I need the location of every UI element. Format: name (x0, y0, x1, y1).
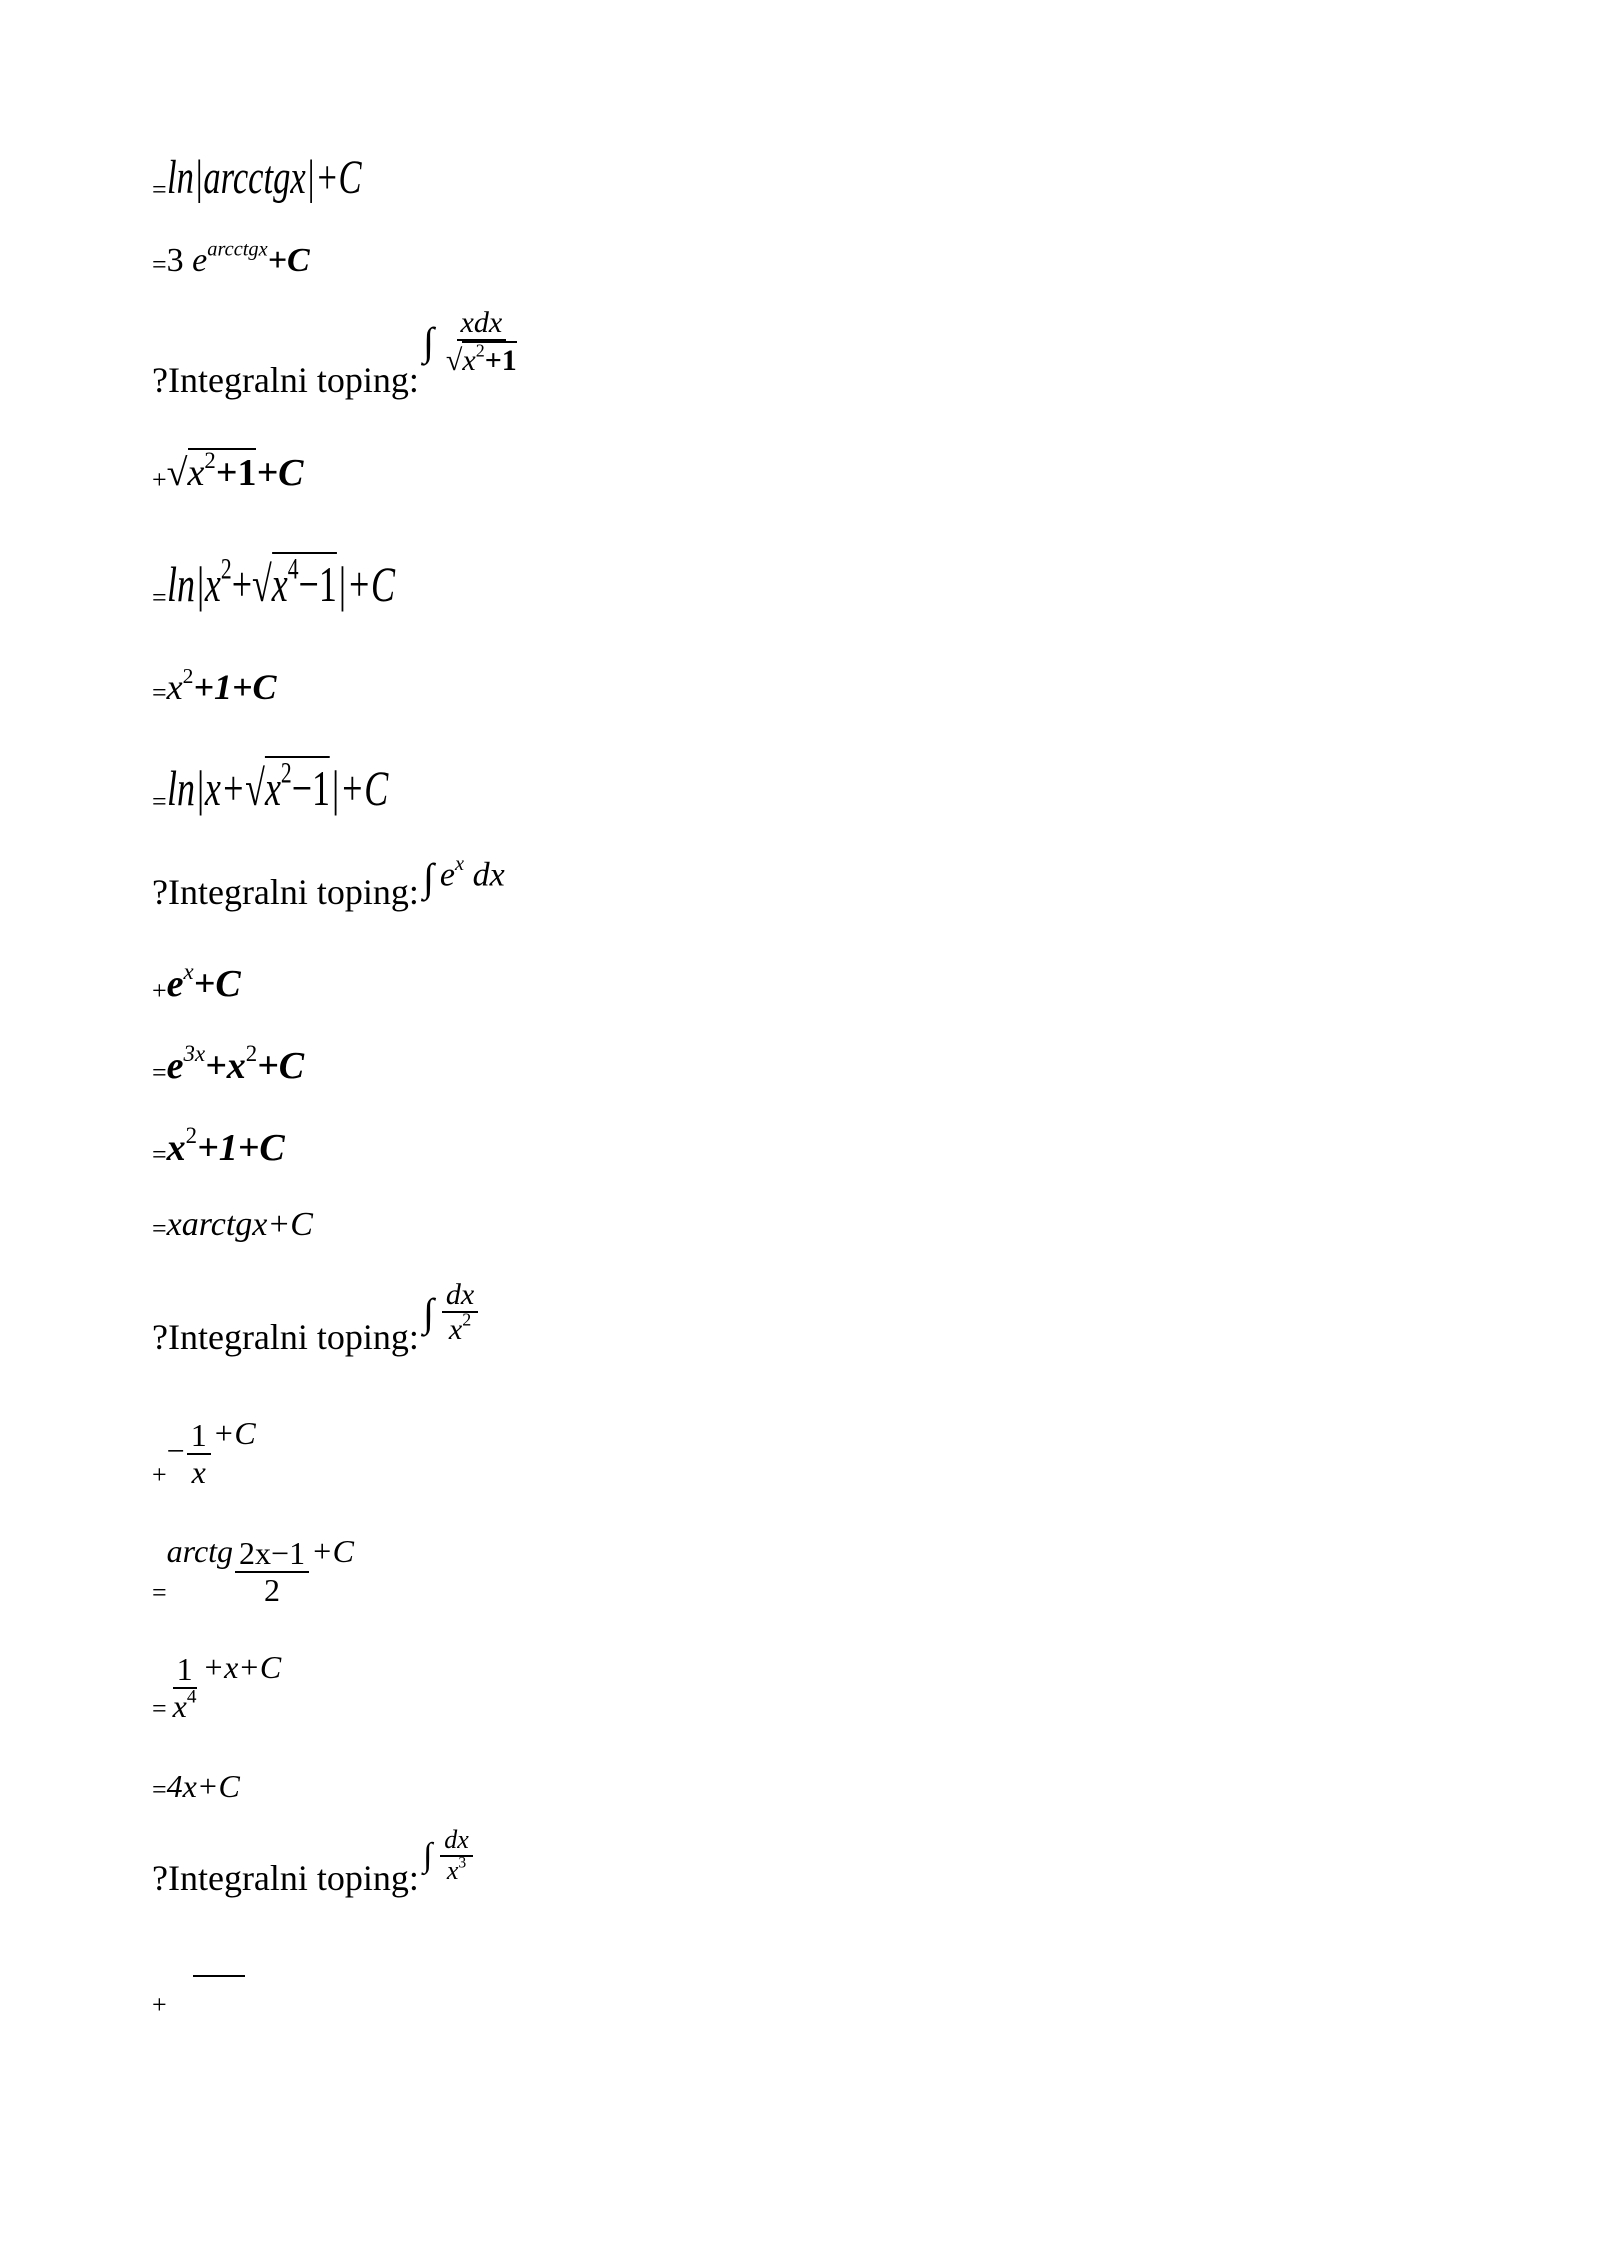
answer-option-ex (152, 958, 241, 1006)
option-mark: + (152, 465, 167, 494)
numerator: xdx (457, 306, 507, 341)
option-mark: = (152, 583, 167, 612)
question-label: ?Integralni toping: (152, 872, 419, 912)
exponent-2: 2 (245, 1040, 258, 1066)
tail: +1+C (193, 667, 277, 707)
radicand-tail: +1 (215, 452, 257, 494)
option-mark: = (152, 678, 167, 707)
denominator-tail: +1 (484, 344, 517, 377)
option-mark: = (152, 1694, 167, 1724)
denominator: x (191, 1454, 206, 1491)
plus: + (231, 556, 252, 612)
question-integral-dx-x3 (152, 1825, 475, 1899)
question-integral-exp (152, 853, 505, 913)
question-integral-xdx-sqrt: ?Integralni toping: ∫ $\frac{\text{xdx}}{√x^2+1}$ (152, 306, 517, 400)
option-mark: + (152, 1460, 167, 1490)
base-2: x (226, 1045, 246, 1087)
denominator-exponent: 3 (458, 1853, 467, 1871)
answer-option-xarctgx (152, 1206, 313, 1244)
differential: dx (472, 856, 505, 894)
numerator: dx (440, 1826, 473, 1857)
denominator-base: x (462, 344, 476, 377)
prefix: ln|x+ (166, 760, 245, 816)
integral-sign: ∫ (422, 1289, 434, 1335)
base: e (166, 1045, 184, 1087)
option-mark: = (152, 787, 167, 816)
denominator-base: x (446, 1855, 459, 1885)
numerator: dx (442, 1278, 478, 1313)
denominator: 2 (264, 1572, 281, 1609)
base: e (439, 856, 455, 894)
radicand-tail: −1 (298, 556, 337, 612)
exponent: arcctgx (207, 238, 268, 261)
tail: |+C (336, 556, 395, 612)
question-label: ?Integralni toping: (152, 360, 419, 400)
base: x (166, 667, 183, 707)
tail: |+C (329, 760, 388, 816)
minus: − (166, 1432, 185, 1469)
integral-sign: ∫ (422, 855, 434, 900)
radicand-exponent: 2 (280, 756, 292, 790)
base: e (166, 963, 184, 1005)
denominator-exponent: 4 (186, 1686, 197, 1708)
denominator-exponent: 2 (475, 340, 485, 361)
denominator-base: x (172, 1688, 187, 1725)
exponent: 2 (182, 663, 194, 688)
denominator-base: x (448, 1313, 463, 1346)
radicand-tail: −1 (291, 760, 330, 816)
answer-option-ln-arcctgx (152, 150, 437, 205)
numerator: 1 (173, 1652, 197, 1689)
tail: +C (311, 1532, 355, 1569)
answer-option-sqrt: $+√x^2+1+C$ (152, 447, 304, 494)
fraction-bar (193, 1975, 245, 1977)
radicand-base: x (271, 556, 288, 612)
prefix: arctg (166, 1532, 234, 1569)
denominator-exponent: 2 (462, 1309, 472, 1330)
answer-option-x2-plus-1 (152, 663, 277, 708)
radicand-exponent: 2 (204, 447, 216, 473)
answer-option-1-over-x4 (152, 1648, 282, 1725)
answer-option-e3x-x2 (152, 1040, 305, 1088)
exponent: 2 (185, 1122, 198, 1148)
tail: +1+C (197, 1127, 285, 1169)
expression: xarctgx+C (166, 1206, 313, 1243)
radicand-base: x (187, 452, 205, 494)
answer-option-truncated (152, 1990, 245, 2020)
option-mark: = (152, 175, 167, 204)
radicand-base: x (264, 760, 281, 816)
question-label: ?Integralni toping: (152, 1317, 419, 1357)
base: e (192, 242, 208, 279)
tail: +C (193, 963, 241, 1005)
numerator: 2x−1 (235, 1536, 309, 1573)
prefix-exponent: 2 (220, 552, 232, 586)
numerator: 1 (187, 1418, 211, 1455)
expression: ln|arcctgx|+C (166, 151, 362, 204)
answer-option-x2-plus-1-b (152, 1122, 285, 1170)
exponent: 3x (183, 1040, 206, 1066)
exponent: x (455, 853, 465, 875)
tail: +C (267, 242, 310, 279)
tail: +C (212, 1414, 256, 1451)
radicand-exponent: 4 (287, 552, 299, 586)
answer-option-ln-x-sqrt-x2: $=\ln|x+√x^2-1|+C$ (152, 756, 388, 816)
expression: 4x+C (166, 1768, 240, 1804)
answer-option-exp-arcctgx (152, 238, 310, 280)
integral-sign: ∫ (422, 1836, 433, 1874)
integral-sign: ∫ (422, 319, 434, 364)
tail: +x+C (202, 1648, 282, 1685)
base: x (166, 1127, 186, 1169)
prefix: ln|x (166, 556, 221, 612)
option-mark: = (152, 1578, 167, 1608)
option-mark: = (152, 1214, 167, 1243)
tail: +C (257, 1045, 305, 1087)
plus: + (205, 1045, 227, 1087)
option-mark: = (152, 1140, 167, 1169)
answer-option-arctg (152, 1532, 355, 1609)
option-mark: = (152, 250, 167, 279)
option-mark: + (152, 976, 167, 1005)
exponent: x (183, 958, 194, 984)
answer-option-4x (152, 1768, 240, 1805)
option-mark: + (152, 1990, 167, 2019)
answer-option-minus-1-over-x (152, 1414, 256, 1491)
question-label: ?Integralni toping: (152, 1858, 419, 1899)
option-mark: = (152, 1058, 167, 1087)
coefficient: 3 (166, 242, 184, 279)
answer-option-ln-x2-sqrt-x4: $=\ln|x^2+√x^4-1|+C$ (152, 552, 395, 612)
option-mark: = (152, 1775, 167, 1804)
question-integral-dx-x2 (152, 1278, 480, 1358)
tail: +C (256, 452, 304, 494)
